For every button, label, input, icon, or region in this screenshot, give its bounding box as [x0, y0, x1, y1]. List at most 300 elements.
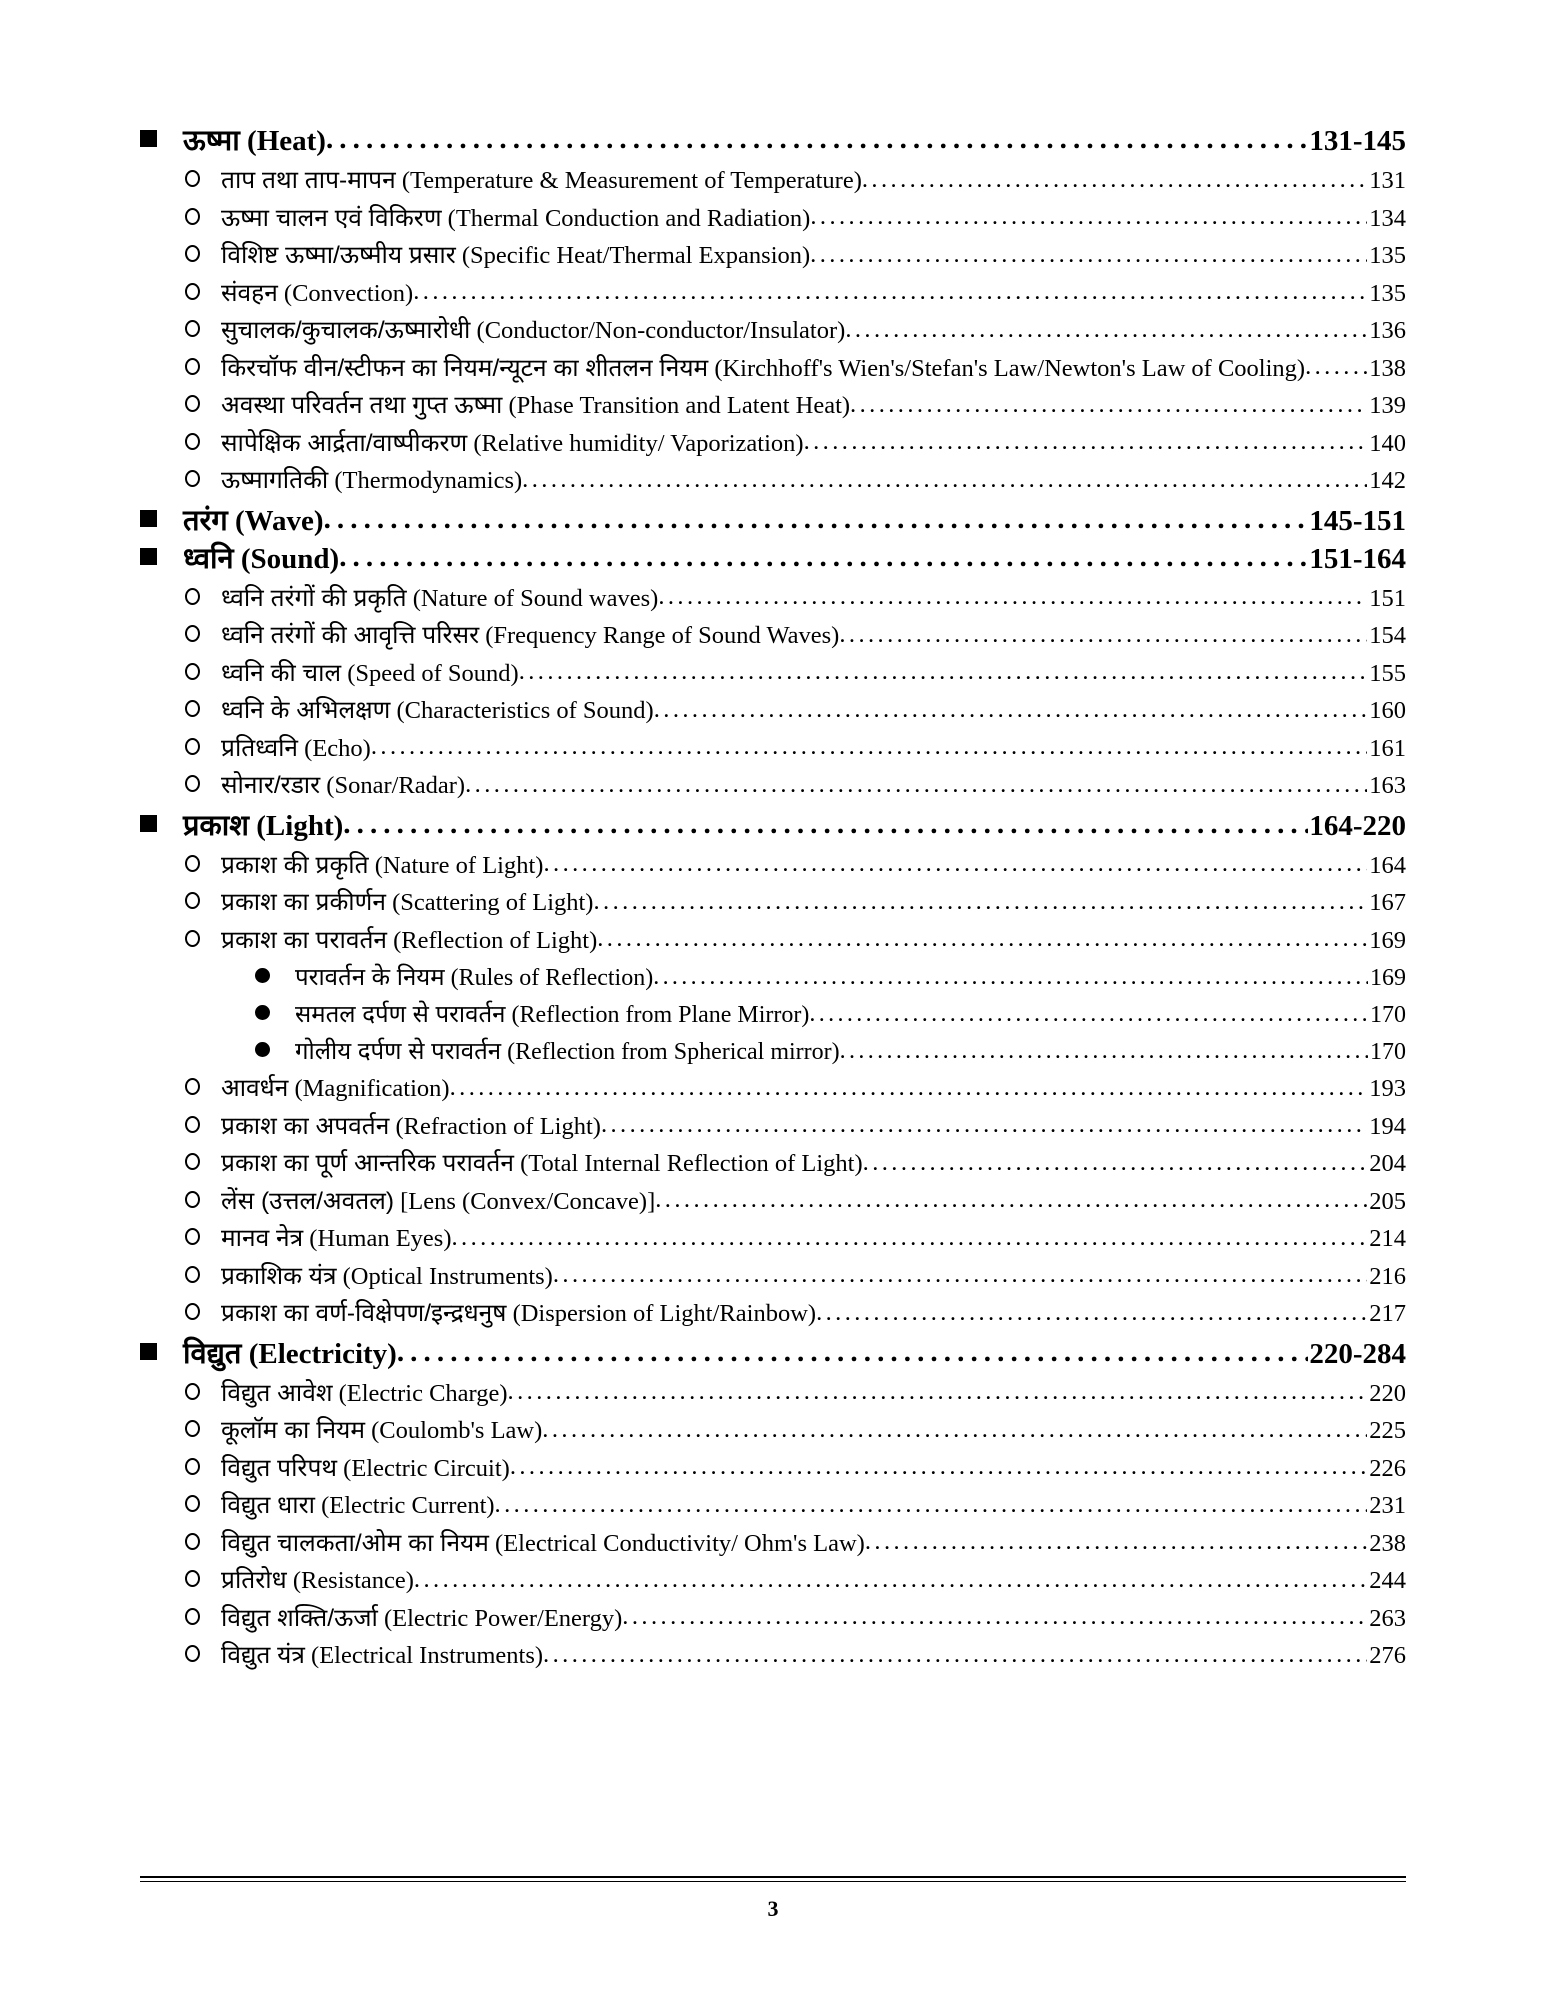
- square-icon: [140, 1343, 157, 1360]
- hollow-circle-bullet-icon: [185, 855, 221, 876]
- toc-page-number: 155: [1369, 659, 1406, 687]
- dot-leader: [653, 966, 1368, 990]
- toc-entry-title: [221, 1302, 816, 1327]
- filled-square-bullet-icon: [140, 548, 183, 569]
- dot-leader: [816, 1302, 1367, 1327]
- toc-entry-title: [221, 1644, 543, 1669]
- toc-entry-row[interactable]: [140, 1569, 1406, 1594]
- hollow-circle-bullet-icon: [185, 208, 221, 229]
- circle-outline-icon: [185, 700, 200, 717]
- toc-page-number: 135: [1369, 242, 1406, 269]
- dot-leader: [553, 1265, 1367, 1290]
- filled-square-bullet-icon: [140, 1343, 183, 1364]
- dot-leader: [543, 854, 1367, 879]
- toc-entry-title-hindi: विद्युत यंत्र: [221, 1642, 305, 1669]
- toc-entry-title-hindi: आवर्धन: [221, 1075, 289, 1102]
- circle-outline-icon: [185, 1608, 200, 1625]
- toc-entry-title-english: (Speed of Sound): [347, 659, 519, 687]
- filled-square-bullet-icon: [140, 510, 183, 531]
- toc-entry-title-hindi: प्रतिध्वनि: [221, 734, 299, 762]
- circle-outline-icon: [185, 1303, 200, 1320]
- hollow-circle-bullet-icon: [185, 358, 221, 379]
- toc-entry-title-hindi: प्रकाशिक यंत्र: [221, 1262, 337, 1290]
- toc-page-number: 214: [1369, 1225, 1406, 1252]
- dot-leader: [343, 812, 1308, 841]
- filled-square-bullet-icon: [140, 130, 183, 151]
- toc-page-number: 238: [1369, 1529, 1406, 1557]
- hollow-circle-bullet-icon: [185, 470, 221, 491]
- toc-page-number: 134: [1369, 204, 1406, 232]
- toc-entry-title-english: (Frequency Range of Sound Waves): [485, 622, 840, 649]
- dot-leader: [519, 662, 1368, 687]
- dot-leader: [339, 545, 1308, 574]
- dot-leader: [658, 587, 1367, 612]
- hollow-circle-bullet-icon: [185, 1533, 221, 1554]
- circle-outline-icon: [185, 1383, 200, 1400]
- toc-entry-title-english: (Wave): [234, 504, 324, 537]
- toc-entry-title-english: (Convection): [283, 279, 414, 307]
- toc-entry-title-english: (Scattering of Light): [392, 889, 594, 916]
- toc-entry-title-english: (Kirchhoff's Wien's/Stefan's Law/Newton's Law of Cooling): [714, 354, 1306, 382]
- toc-entry-title-english: (Thermodynamics): [334, 467, 523, 494]
- toc-page-number: 204: [1369, 1150, 1406, 1177]
- toc-entry-title-hindi: प्रकाश का वर्ण-विक्षेपण/इन्द्रधनुष: [221, 1300, 507, 1327]
- toc-entry-title-english: (Electric Current): [321, 1492, 495, 1519]
- square-icon: [140, 548, 157, 565]
- hollow-circle-bullet-icon: [185, 625, 221, 646]
- circle-outline-icon: [185, 1191, 200, 1208]
- dot-leader: [810, 244, 1367, 269]
- hollow-circle-bullet-icon: [185, 663, 221, 684]
- toc-entry-row[interactable]: [140, 1302, 1406, 1327]
- toc-entry-title: [221, 1152, 863, 1177]
- dot-leader: [804, 432, 1368, 457]
- toc-entry-row[interactable]: [140, 1003, 1406, 1027]
- toc-entry-title: [221, 734, 371, 762]
- circle-outline-icon: [185, 320, 200, 337]
- circle-outline-icon: [185, 1228, 200, 1245]
- hollow-circle-bullet-icon: [185, 1420, 221, 1441]
- toc-page-number: 231: [1369, 1492, 1406, 1519]
- toc-entry-title-english: (Human Eyes): [309, 1225, 452, 1252]
- circle-outline-icon: [185, 663, 200, 680]
- toc-section-row[interactable]: [140, 127, 1406, 156]
- toc-entry-title-english: (Conductor/Non-conductor/Insulator): [476, 317, 846, 344]
- toc-entry-title-english: (Echo): [304, 734, 371, 762]
- toc-entry-title: [295, 966, 653, 990]
- dot-leader: [862, 169, 1367, 194]
- toc-section-row[interactable]: [140, 809, 1406, 842]
- toc-section-row[interactable]: [140, 542, 1406, 575]
- dot-leader: [522, 469, 1367, 494]
- toc-entry-title-hindi: विद्युत शक्ति/ऊर्जा: [221, 1604, 378, 1632]
- hollow-circle-bullet-icon: [185, 245, 221, 266]
- hollow-circle-bullet-icon: [185, 1078, 221, 1099]
- toc-page-number: 193: [1369, 1075, 1406, 1102]
- toc-entry-title-english: (Electric Power/Energy): [383, 1604, 623, 1632]
- toc-entry-title: [183, 504, 324, 537]
- toc-page-number: 194: [1369, 1112, 1406, 1140]
- toc-entry-title: [221, 851, 544, 879]
- hollow-circle-bullet-icon: [185, 930, 221, 951]
- toc-entry-row[interactable]: [140, 734, 1406, 762]
- dot-leader: [465, 774, 1367, 799]
- toc-entry-title: [183, 127, 326, 156]
- hollow-circle-bullet-icon: [185, 775, 221, 796]
- square-icon: [140, 130, 157, 147]
- circle-outline-icon: [185, 775, 200, 792]
- toc-entry-title-english: (Specific Heat/Thermal Expansion): [461, 242, 811, 269]
- toc-entry-title-english: (Thermal Conduction and Radiation): [447, 204, 811, 232]
- dot-leader: [451, 1227, 1367, 1252]
- toc-entry-title-hindi: प्रकाश का अपवर्तन: [221, 1112, 390, 1140]
- toc-entry-title-english: (Electricity): [248, 1337, 397, 1370]
- filled-circle-bullet-icon: [255, 1039, 295, 1061]
- toc-page-number: 167: [1369, 889, 1406, 916]
- toc-entry-row[interactable]: [140, 1077, 1406, 1102]
- toc-entry-row[interactable]: [140, 354, 1406, 382]
- circle-outline-icon: [185, 1420, 200, 1437]
- dot-leader: [597, 929, 1367, 954]
- footer-divider: [140, 1876, 1406, 1882]
- toc-entry-row[interactable]: [140, 1604, 1406, 1632]
- toc-page-number: 151: [1369, 584, 1406, 612]
- toc-entry-title-hindi: ध्वनि: [183, 542, 234, 575]
- toc-entry-title-english: (Electric Circuit): [343, 1454, 510, 1482]
- toc-entry-title: [221, 1112, 601, 1140]
- toc-entry-row[interactable]: [140, 1644, 1406, 1669]
- toc-entry-title-english: (Optical Instruments): [342, 1262, 553, 1290]
- toc-entry-title-english: (Light): [256, 809, 344, 842]
- dot-leader: [450, 1077, 1368, 1102]
- circle-outline-icon: [185, 1533, 200, 1550]
- toc-entry-title: [221, 204, 811, 232]
- circle-outline-icon: [185, 1116, 200, 1133]
- toc-entry-row[interactable]: [140, 279, 1406, 307]
- toc-page-number: 164-220: [1309, 809, 1406, 842]
- square-icon: [140, 510, 157, 527]
- toc-entry-title: [221, 244, 810, 269]
- circle-outline-icon: [185, 1570, 200, 1587]
- toc-entry-row[interactable]: [140, 926, 1406, 954]
- toc-entry-title: [221, 279, 414, 307]
- toc-entry-row[interactable]: [140, 1379, 1406, 1407]
- toc-page-number: 169: [1370, 965, 1406, 991]
- toc-page-number: 139: [1369, 392, 1406, 419]
- dot-icon: [255, 1005, 270, 1020]
- toc-entry-title-english: (Resistance): [292, 1567, 414, 1594]
- circle-outline-icon: [185, 588, 200, 605]
- dot-leader: [593, 891, 1367, 916]
- toc-entry-row[interactable]: [140, 469, 1406, 494]
- toc-entry-title: [221, 1379, 508, 1407]
- toc-entry-title: [221, 1227, 451, 1252]
- toc-page-number: 226: [1369, 1454, 1406, 1482]
- circle-outline-icon: [185, 208, 200, 225]
- toc-entry-title-english: (Temperature & Measurement of Temperature): [401, 167, 862, 194]
- circle-outline-icon: [185, 625, 200, 642]
- toc-entry-row[interactable]: [140, 1152, 1406, 1177]
- toc-entry-title-hindi: लेंस (उत्तल/अवतल): [221, 1187, 394, 1215]
- toc-entry-title-hindi: विद्युत आवेश: [221, 1379, 333, 1407]
- toc-page-number: 220-284: [1309, 1337, 1406, 1370]
- circle-outline-icon: [185, 170, 200, 187]
- toc-entry-row[interactable]: [140, 1040, 1406, 1064]
- toc-entry-row[interactable]: [140, 1262, 1406, 1290]
- circle-outline-icon: [185, 738, 200, 755]
- toc-entry-row[interactable]: [140, 659, 1406, 687]
- toc-entry-title-hindi: प्रकाश का प्रकीर्णन: [221, 889, 386, 916]
- toc-entry-title-english: (Reflection of Light): [393, 926, 598, 954]
- toc-entry-title-hindi: विद्युत चालकता/ओम का नियम: [221, 1529, 489, 1557]
- dot-leader: [601, 1115, 1367, 1140]
- dot-leader: [839, 624, 1367, 649]
- toc-page-number: 136: [1369, 317, 1406, 344]
- dot-leader: [324, 507, 1309, 536]
- toc-entry-title-english: (Refraction of Light): [395, 1112, 601, 1140]
- toc-entry-title: [295, 1003, 809, 1027]
- hollow-circle-bullet-icon: [185, 1228, 221, 1249]
- hollow-circle-bullet-icon: [185, 1191, 221, 1212]
- footer-page-number: 3: [767, 1896, 779, 1921]
- toc-page-number: 154: [1369, 622, 1406, 649]
- toc-entry-row[interactable]: [140, 1112, 1406, 1140]
- toc-entry-title: [295, 1040, 840, 1064]
- toc-page-number: 170: [1370, 1039, 1406, 1065]
- toc-entry-title-hindi: विद्युत: [183, 1337, 242, 1370]
- toc-entry-row[interactable]: [140, 1494, 1406, 1519]
- toc-entry-title-english: (Magnification): [294, 1075, 450, 1102]
- toc-entry-title-english: (Characteristics of Sound): [396, 697, 654, 724]
- hollow-circle-bullet-icon: [185, 1153, 221, 1174]
- toc-entry-title-hindi: तरंग: [183, 504, 228, 537]
- toc-entry-title-english: (Electric Charge): [338, 1379, 508, 1407]
- toc-entry-title: [221, 1077, 450, 1102]
- dot-leader: [508, 1382, 1368, 1407]
- toc-page-number: 205: [1369, 1187, 1406, 1215]
- toc-page-number: 217: [1369, 1300, 1406, 1327]
- dot-leader: [622, 1607, 1367, 1632]
- toc-entry-row[interactable]: [140, 169, 1406, 194]
- toc-page-number: 169: [1369, 926, 1406, 954]
- toc-entry-title: [183, 1337, 397, 1370]
- toc-entry-row[interactable]: [140, 699, 1406, 724]
- toc-page-number: 145-151: [1309, 504, 1406, 537]
- toc-entry-title-hindi: ध्वनि के अभिलक्षण: [221, 697, 391, 724]
- toc-entry-title-hindi: ऊष्मा: [183, 125, 240, 157]
- toc-entry-row[interactable]: [140, 891, 1406, 916]
- dot-icon: [255, 1042, 270, 1057]
- toc-entry-title-hindi: ताप तथा ताप-मापन: [221, 167, 396, 194]
- toc-page-number: 216: [1369, 1262, 1406, 1290]
- circle-outline-icon: [185, 1153, 200, 1170]
- toc-entry-title: [221, 469, 522, 494]
- toc-entry-title-english: (Nature of Sound waves): [412, 584, 659, 612]
- toc-entry-title: [221, 1529, 865, 1557]
- toc-page-number: 220: [1369, 1379, 1406, 1407]
- toc-entry-title: [221, 319, 845, 344]
- dot-leader: [863, 1152, 1368, 1177]
- toc-entry-row[interactable]: [140, 584, 1406, 612]
- toc-entry-title: [221, 429, 804, 457]
- toc-entry-title-hindi: ऊष्मागतिकी: [221, 467, 329, 494]
- filled-circle-bullet-icon: [255, 965, 295, 987]
- circle-outline-icon: [185, 283, 200, 300]
- toc-entry-title: [221, 1419, 542, 1444]
- toc-page-number: 131: [1369, 167, 1406, 194]
- toc-entry-title: [221, 169, 862, 194]
- circle-outline-icon: [185, 930, 200, 947]
- toc-page-number: 142: [1369, 467, 1406, 494]
- dot-leader: [413, 282, 1367, 307]
- toc-entry-title-english: (Total Internal Reflection of Light): [520, 1150, 863, 1177]
- toc-entry-title: [221, 1187, 656, 1215]
- toc-entry-title-hindi: विद्युत परिपथ: [221, 1454, 338, 1482]
- circle-outline-icon: [185, 1645, 200, 1662]
- toc-page-number: 140: [1369, 429, 1406, 457]
- toc-entry-row[interactable]: [140, 244, 1406, 269]
- toc-page-number: 163: [1369, 772, 1406, 799]
- toc-entry-title: [221, 1454, 510, 1482]
- hollow-circle-bullet-icon: [185, 1383, 221, 1404]
- circle-outline-icon: [185, 1078, 200, 1095]
- dot-leader: [326, 127, 1308, 156]
- toc-section-row[interactable]: [140, 1337, 1406, 1370]
- toc-section-row[interactable]: [140, 504, 1406, 537]
- toc-entry-row[interactable]: [140, 204, 1406, 232]
- toc-entry-title-hindi: विशिष्ट ऊष्मा/ऊष्मीय प्रसार: [221, 242, 456, 269]
- hollow-circle-bullet-icon: [185, 170, 221, 191]
- toc-entry-title: [221, 699, 654, 724]
- toc-entry-title: [221, 584, 659, 612]
- toc-entry-title: [183, 542, 340, 575]
- toc-entry-title-hindi: किरचॉफ वीन/स्टीफन का नियम/न्यूटन का शीतलन नियम: [221, 354, 709, 382]
- toc-entry-title: [221, 1604, 623, 1632]
- dot-leader: [840, 1040, 1368, 1064]
- toc-entry-title: [221, 394, 850, 419]
- toc-entry-row[interactable]: [140, 429, 1406, 457]
- toc-entry-title-hindi: प्रकाश का पूर्ण आन्तरिक परावर्तन: [221, 1150, 514, 1177]
- hollow-circle-bullet-icon: [185, 1608, 221, 1629]
- filled-circle-bullet-icon: [255, 1002, 295, 1024]
- hollow-circle-bullet-icon: [185, 433, 221, 454]
- circle-outline-icon: [185, 245, 200, 262]
- dot-leader: [543, 1644, 1367, 1669]
- circle-outline-icon: [185, 358, 200, 375]
- toc-page-number: 151-164: [1309, 542, 1406, 575]
- toc-entry-title-hindi: गोलीय दर्पण से परावर्तन: [295, 1038, 502, 1065]
- toc-page-number: 164: [1369, 851, 1406, 879]
- toc-entry-title-hindi: प्रकाश का परावर्तन: [221, 926, 388, 954]
- toc-page-number: 225: [1369, 1417, 1406, 1444]
- toc-entry-row[interactable]: [140, 1454, 1406, 1482]
- toc-entry-title-hindi: अवस्था परिवर्तन तथा गुप्त ऊष्मा: [221, 392, 503, 419]
- circle-outline-icon: [185, 433, 200, 450]
- toc-entry-title-hindi: ध्वनि की चाल: [221, 659, 342, 687]
- toc-entry-title-hindi: सापेक्षिक आर्द्रता/वाष्पीकरण: [221, 429, 468, 457]
- toc-entry-title-hindi: समतल दर्पण से परावर्तन: [295, 1001, 506, 1028]
- toc-entry-title-english: (Reflection from Plane Mirror): [511, 1002, 810, 1028]
- toc-entry-title-english: (Sound): [240, 542, 340, 575]
- circle-outline-icon: [185, 395, 200, 412]
- toc-entry-title-english: (Electrical Conductivity/ Ohm's Law): [495, 1529, 865, 1557]
- hollow-circle-bullet-icon: [185, 738, 221, 759]
- toc-entry-title-english: (Dispersion of Light/Rainbow): [512, 1300, 817, 1327]
- circle-outline-icon: [185, 855, 200, 872]
- toc-entry-row[interactable]: [140, 1419, 1406, 1444]
- dot-leader: [542, 1419, 1367, 1444]
- circle-outline-icon: [185, 470, 200, 487]
- hollow-circle-bullet-icon: [185, 1458, 221, 1479]
- toc-entry-title-hindi: परावर्तन के नियम: [295, 964, 445, 991]
- toc-entry-row[interactable]: [140, 851, 1406, 879]
- dot-leader: [810, 207, 1367, 232]
- toc-entry-title: [221, 1262, 553, 1290]
- toc-entry-title-hindi: विद्युत धारा: [221, 1492, 315, 1519]
- dot-leader: [510, 1457, 1367, 1482]
- toc-entry-row[interactable]: [140, 319, 1406, 344]
- toc-page-number: 131-145: [1309, 125, 1406, 157]
- toc-entry-row[interactable]: [140, 624, 1406, 649]
- toc-page-number: 244: [1369, 1567, 1406, 1594]
- toc-entry-title: [221, 1494, 495, 1519]
- filled-square-bullet-icon: [140, 815, 183, 836]
- hollow-circle-bullet-icon: [185, 283, 221, 304]
- toc-page-number: 135: [1369, 279, 1406, 307]
- toc-entry-title-hindi: सोनार/रडार: [221, 772, 321, 799]
- toc-entry-title-english: (Relative humidity/ Vaporization): [473, 429, 804, 457]
- hollow-circle-bullet-icon: [185, 1645, 221, 1666]
- toc-page-number: 161: [1369, 734, 1406, 762]
- toc-page-number: 138: [1369, 354, 1406, 382]
- toc-entry-title-hindi: संवहन: [221, 279, 278, 307]
- toc-page-number: 263: [1369, 1604, 1406, 1632]
- toc-entry-title-english: (Coulomb's Law): [371, 1417, 543, 1444]
- toc-entry-title-english: [Lens (Convex/Concave)]: [400, 1187, 656, 1215]
- toc-entry-title-hindi: प्रकाश: [183, 809, 250, 842]
- toc-page-number: 276: [1369, 1642, 1406, 1669]
- toc-entry-title-hindi: ऊष्मा चालन एवं विकिरण: [221, 204, 442, 232]
- dot-leader: [414, 1569, 1367, 1594]
- toc-entry-row[interactable]: [140, 394, 1406, 419]
- toc-entry-title-hindi: सुचालक/कुचालक/ऊष्मारोधी: [221, 317, 471, 344]
- toc-entry-title-hindi: मानव नेत्र: [221, 1225, 304, 1252]
- toc-entry-row[interactable]: [140, 774, 1406, 799]
- toc-entry-title-english: (Rules of Reflection): [450, 965, 654, 991]
- hollow-circle-bullet-icon: [185, 892, 221, 913]
- dot-icon: [255, 968, 270, 983]
- dot-leader: [371, 737, 1367, 762]
- hollow-circle-bullet-icon: [185, 320, 221, 341]
- hollow-circle-bullet-icon: [185, 1570, 221, 1591]
- toc-entry-row[interactable]: [140, 966, 1406, 990]
- toc-entry-title: [221, 774, 465, 799]
- toc-entry-title-hindi: प्रकाश की प्रकृति: [221, 851, 369, 879]
- toc-entry-title-english: (Reflection from Spherical mirror): [507, 1039, 840, 1065]
- toc-entry-row[interactable]: [140, 1529, 1406, 1557]
- dot-leader: [397, 1340, 1309, 1369]
- toc-entry-title-english: (Phase Transition and Latent Heat): [508, 392, 851, 419]
- toc-entry-row[interactable]: [140, 1227, 1406, 1252]
- toc-entry-title-english: (Heat): [247, 125, 326, 157]
- dot-leader: [654, 699, 1368, 724]
- toc-entry-title-english: (Sonar/Radar): [326, 772, 466, 799]
- toc-entry-title-hindi: प्रतिरोध: [221, 1567, 287, 1594]
- toc-entry-title: [221, 354, 1306, 382]
- toc-entry-title: [221, 926, 598, 954]
- toc-entry-row[interactable]: [140, 1187, 1406, 1215]
- hollow-circle-bullet-icon: [185, 588, 221, 609]
